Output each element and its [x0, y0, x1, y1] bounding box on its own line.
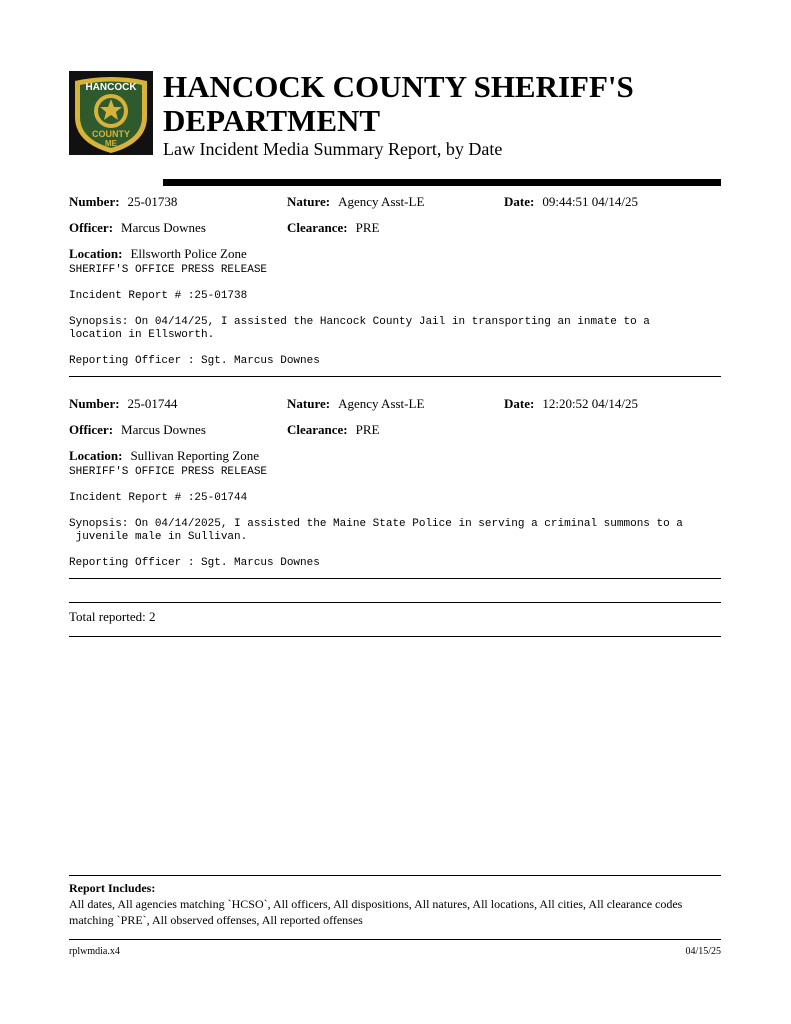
clearance-label: Clearance: [287, 220, 348, 235]
report-id: rplwmdia.x4 [69, 946, 120, 957]
nature-label: Nature: [287, 396, 331, 411]
svg-text:COUNTY: COUNTY [92, 129, 130, 139]
record-divider [69, 376, 721, 377]
officer-label: Officer: [69, 422, 114, 437]
svg-text:ME: ME [105, 139, 117, 148]
officer-value: Marcus Downes [121, 220, 206, 235]
date-value: 09:44:51 04/14/25 [542, 194, 639, 209]
nature-field [287, 194, 424, 210]
print-date: 04/15/25 [685, 946, 721, 957]
synopsis-line-2: juvenile male in Sullivan. [69, 531, 248, 543]
totals-divider-bottom [69, 636, 721, 637]
clearance-value: PRE [355, 422, 380, 437]
date-value: 12:20:52 04/14/25 [542, 396, 639, 411]
clearance-field [287, 220, 379, 236]
press-release-line: SHERIFF'S OFFICE PRESS RELEASE [69, 466, 268, 478]
incident-report-number: Incident Report # :25-01738 [69, 290, 248, 302]
location-label: Location: [69, 246, 123, 261]
number-field [69, 396, 177, 412]
date-label: Date: [504, 396, 535, 411]
totals-divider-top [69, 602, 721, 603]
report-subtitle: Law Incident Media Summary Report, by Date [163, 139, 503, 159]
date-label: Date: [504, 194, 535, 209]
date-field [504, 396, 638, 412]
total-reported: Total reported: 2 [69, 609, 156, 624]
synopsis-line-2: location in Ellsworth. [69, 329, 215, 341]
officer-field [69, 220, 206, 236]
date-field [504, 194, 638, 210]
record-divider [69, 578, 721, 579]
officer-value: Marcus Downes [121, 422, 206, 437]
press-release-line: SHERIFF'S OFFICE PRESS RELEASE [69, 264, 268, 276]
includes-divider [69, 875, 721, 876]
footer-divider [69, 939, 721, 940]
reporting-officer-line: Reporting Officer : Sgt. Marcus Downes [69, 355, 320, 367]
number-label: Number: [69, 396, 120, 411]
nature-value: Agency Asst-LE [338, 396, 425, 411]
officer-field [69, 422, 206, 438]
number-value: 25-01744 [127, 396, 178, 411]
clearance-value: PRE [355, 220, 380, 235]
location-value: Sullivan Reporting Zone [130, 448, 259, 463]
report-includes-text: All dates, All agencies matching `HCSO`, All officers, All dispositions, All natures, All locations, All cities, All clearance codes matching `PRE`, All observed offenses, All reported offenses [69, 897, 683, 927]
location-value: Ellsworth Police Zone [130, 246, 247, 261]
report-title-line2: DEPARTMENT [163, 103, 381, 138]
officer-label: Officer: [69, 220, 114, 235]
header-divider-bar [163, 179, 721, 186]
number-value: 25-01738 [127, 194, 178, 209]
clearance-label: Clearance: [287, 422, 348, 437]
report-title [163, 70, 723, 138]
report-includes-title: Report Includes: [69, 881, 156, 895]
number-label: Number: [69, 194, 120, 209]
number-field [69, 194, 177, 210]
location-field [69, 448, 259, 464]
clearance-field [287, 422, 379, 438]
synopsis-line-1: Synopsis: On 04/14/25, I assisted the Hancock County Jail in transporting an inmate to a [69, 316, 650, 328]
nature-field [287, 396, 424, 412]
svg-text:HANCOCK: HANCOCK [85, 82, 137, 93]
incident-report-number: Incident Report # :25-01744 [69, 492, 248, 504]
sheriff-badge-logo [69, 71, 153, 155]
reporting-officer-line: Reporting Officer : Sgt. Marcus Downes [69, 557, 320, 569]
nature-value: Agency Asst-LE [338, 194, 425, 209]
nature-label: Nature: [287, 194, 331, 209]
report-title-line1: HANCOCK COUNTY SHERIFF'S [163, 69, 634, 104]
synopsis-line-1: Synopsis: On 04/14/2025, I assisted the Maine State Police in serving a criminal summons to a [69, 518, 683, 530]
location-label: Location: [69, 448, 123, 463]
location-field [69, 246, 247, 262]
